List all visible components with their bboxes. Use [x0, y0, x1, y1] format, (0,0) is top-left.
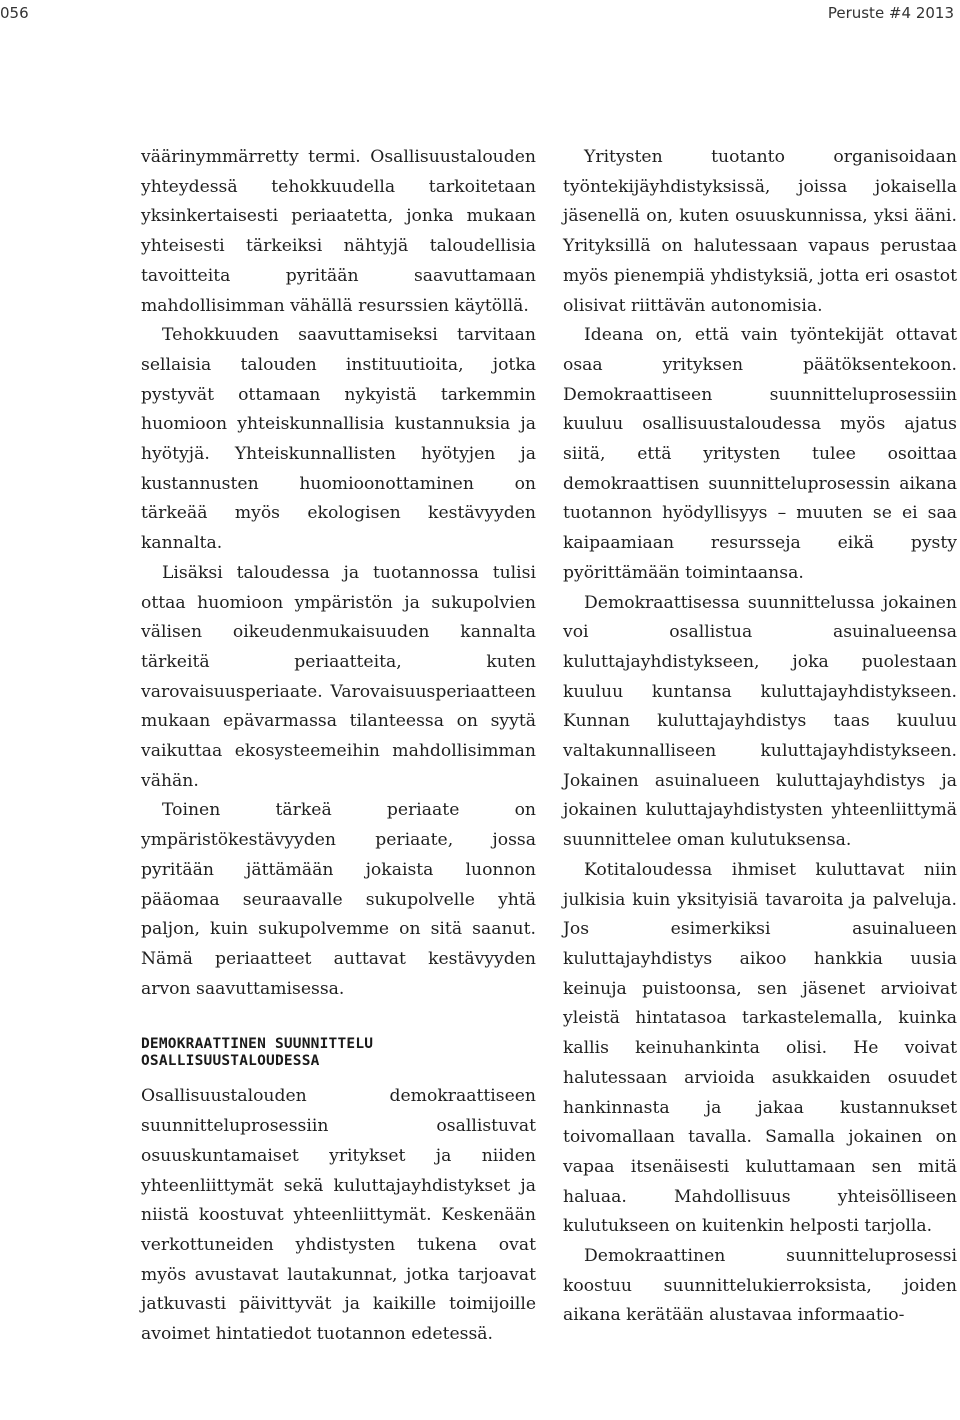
page-number: 056 — [0, 4, 29, 22]
paragraph: Ideana on, että vain työntekijät ottavat osaa yrityksen päätöksentekoon. Demokraattiseen suunnitteluprosessiin kuuluu osallisuustaloudessa myös ajatus siitä, että yritysten tulee osoittaa demokraattisen suunnitteluprosessin aikana tuotannon hyödyllisyys – muuten se ei saa kaipaamiaan resursseja eikä pysty pyörittämään toimintaansa. — [563, 325, 957, 583]
section-heading — [141, 1036, 536, 1070]
paragraph: Demokraattisessa suunnittelussa jokainen voi osallistua asuinalueensa kuluttajayhdistykseen, joka puolestaan kuuluu kuntansa kuluttajayhdistykseen. Kunnan kuluttajayhdistys taas kuuluu valtakunnalliseen kuluttajayhdistykseen. Jokainen asuinalueen kuluttajayhdistys ja jokainen kuluttajayhdistysten yhteenliittymä suunnittelee oman kulutuksensa. — [563, 592, 957, 851]
section-heading-line: OSALLISUUSTALOUDESSA — [141, 1053, 320, 1070]
right-column — [563, 143, 957, 1331]
paragraph: Kotitaloudessa ihmiset kuluttavat niin julkisia kuin yksityisiä tavaroita ja palveluja. Jos esimerkiksi asuinalueen kuluttajayhdistys aikoo hankkia uusia keinuja puistoonsa, sen jäsenet arvioivat yleistä hintatasoa tarkastelemalla, kuinka kallis keinuhankinta olisi. He voivat halutessaan arvioida asukkaiden osuudet hankinnasta ja jakaa kustannukset toivomallaan tavalla. Samalla jokainen on vapaa itsenäisesti kuluttamaan sen mitä haluaa. Mahdollisuus yhteisölliseen kulutukseen on kuitenkin helposti tarjolla. — [563, 859, 957, 1237]
paragraph: Tehokkuuden saavuttamiseksi tarvitaan sellaisia talouden instituutioita, jotka pystyvät ottamaan nykyistä tarkemmin huomioon yhteiskunnallisia kustannuksia ja hyötyjä. Yhteiskunnallisten hyötyjen ja kustannusten huomioonottaminen on tärkeää myös ekologisen kestävyyden kannalta. — [141, 325, 536, 554]
paragraph: Toinen tärkeä periaate on ympäristökestävyyden periaate, jossa pyritään jättämään jokaista luonnon pääomaa seuraavalle sukupolvelle yhtä paljon, kuin sukupolvemme on sitä saanut. Nämä periaatteet auttavat kestävyyden arvon saavuttamisessa. — [141, 800, 536, 999]
paragraph: Lisäksi taloudessa ja tuotannossa tulisi ottaa huomioon ympäristön ja sukupolvien välisen oikeudenmukaisuuden kannalta tärkeitä periaatteita, kuten varovaisuusperiaate. Varovaisuusperiaatteen mukaan epävarmassa tilanteessa on syytä vaikuttaa ekosysteemeihin mahdollisimman vähän. — [141, 562, 536, 791]
paragraph: Yritysten tuotanto organisoidaan työntekijäyhdistyksissä, joissa jokaisella jäsenellä on, kuten osuuskunnissa, yksi ääni. Yrityksillä on halutessaan vapaus perustaa myös pienempiä yhdistyksiä, jotta eri osastot olisivat riittävän autonomisia. — [563, 147, 957, 316]
section-heading-line: DEMOKRAATTINEN SUUNNITTELU — [141, 1036, 374, 1053]
left-column — [141, 143, 536, 1350]
paragraph: Osallisuustalouden demokraattiseen suunnitteluprosessiin osallistuvat osuuskuntamaiset yritykset ja niiden yhteenliittymät sekä kuluttajayhdistykset ja niistä koostuvat yhteenliittymät. Keskenään verkottuneiden yhdistysten tukena ovat myös avustavat lautakunnat, jotka tarjoavat jatkuvasti päivittyvät ja kaikille toimijoille avoimet hintatiedot tuotannon edetessä. — [141, 1086, 536, 1345]
paragraph: väärinymmärretty termi. Osallisuustalouden yhteydessä tehokkuudella tarkoitetaan yksinkertaisesti periaatetta, jonka mukaan yhteisesti tärkeiksi nähtyjä taloudellisia tavoitteita pyritään saavuttamaan mahdollisimman vähällä resurssien käytöllä. — [141, 147, 536, 316]
publication-title: Peruste #4 2013 — [827, 4, 954, 22]
paragraph: Demokraattinen suunnitteluprosessi koostuu suunnittelukierroksista, joiden aikana kerätään alustavaa informaatio- — [563, 1246, 957, 1326]
